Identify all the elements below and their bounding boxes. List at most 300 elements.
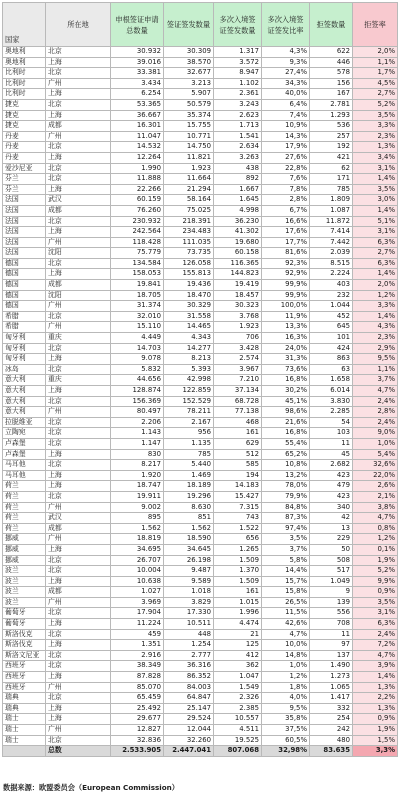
refusal-rate-cell: 3,7% [353, 375, 398, 386]
location-cell: 广州 [46, 407, 111, 418]
table-row [3, 703, 398, 714]
country-cell: 奥地利 [3, 47, 46, 58]
location-cell: 北京 [46, 216, 111, 227]
mev-share-cell: 55,4% [262, 438, 310, 449]
mev-share-cell: 34,3% [262, 78, 310, 89]
refused-cell: 167 [310, 89, 353, 100]
location-cell: 广州 [46, 725, 111, 736]
issued-cell: 11.664 [164, 174, 214, 185]
refusal-rate-cell: 4,3% [353, 322, 398, 333]
applications-cell: 6.254 [111, 89, 164, 100]
refused-cell: 421 [310, 152, 353, 163]
issued-cell: 19.436 [164, 280, 214, 291]
refused-cell: 446 [310, 57, 353, 68]
country-cell: 立陶宛 [3, 428, 46, 439]
applications-cell: 9.002 [111, 502, 164, 513]
refusal-rate-cell: 3,5% [353, 110, 398, 121]
issued-cell: 9.589 [164, 576, 214, 587]
applications-cell: 80.497 [111, 407, 164, 418]
applications-cell: 128.874 [111, 386, 164, 397]
issued-cell: 11.821 [164, 152, 214, 163]
mev-issued-cell: 1.509 [214, 576, 262, 587]
table-row [3, 438, 398, 449]
refusal-rate-cell: 1,7% [353, 68, 398, 79]
mev-issued-cell: 743 [214, 513, 262, 524]
refused-cell: 229 [310, 534, 353, 545]
issued-cell: 4.343 [164, 333, 214, 344]
country-cell: 冰岛 [3, 364, 46, 375]
applications-cell: 3.969 [111, 597, 164, 608]
location-cell: 武汉 [46, 513, 111, 524]
applications-cell: 44.656 [111, 375, 164, 386]
mev-share-cell: 17,7% [262, 237, 310, 248]
mev-issued-cell: 3.263 [214, 152, 262, 163]
mev-share-cell: 98,6% [262, 407, 310, 418]
location-cell: 北京 [46, 491, 111, 502]
mev-share-cell: 1,8% [262, 682, 310, 693]
location-cell: 上海 [46, 227, 111, 238]
issued-cell: 2.167 [164, 417, 214, 428]
refusal-rate-cell: 1,5% [353, 735, 398, 746]
table-row [3, 375, 398, 386]
table-row [3, 661, 398, 672]
issued-cell: 18.590 [164, 534, 214, 545]
location-cell: 北京 [46, 47, 111, 58]
mev-share-cell: 16,8% [262, 428, 310, 439]
mev-issued-cell: 2.385 [214, 703, 262, 714]
table-row [3, 311, 398, 322]
refusal-rate-cell: 1,2% [353, 534, 398, 545]
location-cell: 北京 [46, 364, 111, 375]
mev-issued-cell: 194 [214, 470, 262, 481]
refusal-rate-cell: 3,1% [353, 608, 398, 619]
table-row [3, 523, 398, 534]
issued-cell: 2.777 [164, 650, 214, 661]
mev-share-cell: 11,5% [262, 608, 310, 619]
issued-cell: 86.352 [164, 672, 214, 683]
issued-cell: 155.813 [164, 269, 214, 280]
country-cell: 德国 [3, 280, 46, 291]
mev-issued-cell: 362 [214, 661, 262, 672]
refusal-rate-cell: 1,4% [353, 174, 398, 185]
refusal-rate-cell: 1,9% [353, 725, 398, 736]
refused-cell: 1.065 [310, 682, 353, 693]
mev-issued-cell: 1.645 [214, 195, 262, 206]
country-cell: 瑞士 [3, 725, 46, 736]
refusal-rate-cell: 3,5% [353, 597, 398, 608]
mev-issued-cell: 3.243 [214, 99, 262, 110]
refused-cell: 156 [310, 78, 353, 89]
table-row [3, 629, 398, 640]
refusal-rate-cell: 4,7% [353, 386, 398, 397]
refused-cell: 1.049 [310, 576, 353, 587]
refused-cell: 63 [310, 364, 353, 375]
location-cell: 北京 [46, 555, 111, 566]
mev-share-cell: 1,0% [262, 661, 310, 672]
refusal-rate-cell: 2,3% [353, 131, 398, 142]
issued-cell: 14.277 [164, 343, 214, 354]
refused-cell: 424 [310, 343, 353, 354]
mev-share-cell: 16,8% [262, 375, 310, 386]
country-cell: 拉脱维亚 [3, 417, 46, 428]
table-row [3, 280, 398, 291]
mev-share-cell: 24,0% [262, 343, 310, 354]
location-cell: 广州 [46, 301, 111, 312]
mev-share-cell: 2,8% [262, 195, 310, 206]
country-cell: 丹麦 [3, 142, 46, 153]
applications-cell: 87.828 [111, 672, 164, 683]
applications-cell: 2.916 [111, 650, 164, 661]
mev-share-cell: 4,0% [262, 693, 310, 704]
mev-issued-cell: 125 [214, 640, 262, 651]
refusal-rate-cell: 2,6% [353, 481, 398, 492]
mev-share-cell: 15,7% [262, 576, 310, 587]
issued-cell: 14.465 [164, 322, 214, 333]
location-cell: 重庆 [46, 333, 111, 344]
location-cell: 上海 [46, 269, 111, 280]
location-cell: 广州 [46, 502, 111, 513]
refused-cell: 452 [310, 311, 353, 322]
refused-cell: 1.417 [310, 693, 353, 704]
mev-share-cell: 99,9% [262, 290, 310, 301]
table-row [3, 364, 398, 375]
table-row [3, 152, 398, 163]
issued-cell: 17.330 [164, 608, 214, 619]
refused-cell: 785 [310, 184, 353, 195]
applications-cell: 1.143 [111, 428, 164, 439]
location-cell: 广州 [46, 237, 111, 248]
issued-cell: 126.058 [164, 258, 214, 269]
mev-issued-cell: 14.183 [214, 481, 262, 492]
table-row [3, 608, 398, 619]
mev-issued-cell: 1.509 [214, 555, 262, 566]
issued-cell: 956 [164, 428, 214, 439]
mev-issued-cell: 7.210 [214, 375, 262, 386]
issued-cell: 15.755 [164, 121, 214, 132]
applications-cell: 25.492 [111, 703, 164, 714]
refused-cell: 1.658 [310, 375, 353, 386]
country-cell: 希腊 [3, 311, 46, 322]
location-cell: 北京 [46, 735, 111, 746]
mev-issued-cell: 19.525 [214, 735, 262, 746]
mev-share-cell: 5,8% [262, 555, 310, 566]
country-cell: 瑞士 [3, 735, 46, 746]
country-cell: 荷兰 [3, 491, 46, 502]
refused-cell: 137 [310, 650, 353, 661]
refusal-rate-cell: 7,2% [353, 640, 398, 651]
applications-cell: 14.703 [111, 343, 164, 354]
refused-cell: 62 [310, 163, 353, 174]
location-cell: 广州 [46, 322, 111, 333]
mev-issued-cell: 1.541 [214, 131, 262, 142]
location-cell: 北京 [46, 99, 111, 110]
header-row [3, 3, 398, 47]
header-location: 所在地 [46, 3, 111, 47]
refused-cell: 101 [310, 333, 353, 344]
location-cell: 北京 [46, 608, 111, 619]
mev-share-cell: 100,0% [262, 301, 310, 312]
table-row [3, 216, 398, 227]
mev-share-cell: 7,6% [262, 174, 310, 185]
table-row [3, 121, 398, 132]
table-row [3, 513, 398, 524]
applications-cell: 895 [111, 513, 164, 524]
refused-cell: 423 [310, 470, 353, 481]
location-cell: 北京 [46, 629, 111, 640]
refusal-rate-cell: 3,1% [353, 227, 398, 238]
location-cell: 北京 [46, 566, 111, 577]
refused-cell: 479 [310, 481, 353, 492]
issued-cell: 10.771 [164, 131, 214, 142]
table-row [3, 333, 398, 344]
applications-cell: 19.841 [111, 280, 164, 291]
refused-cell: 2.781 [310, 99, 353, 110]
table-row [3, 544, 398, 555]
mev-issued-cell: 68.728 [214, 396, 262, 407]
header-mev-issued: 多次入境签证签发数量 [214, 3, 262, 47]
country-cell: 瑞典 [3, 693, 46, 704]
issued-cell: 8.213 [164, 354, 214, 365]
issued-cell: 1.135 [164, 438, 214, 449]
table-row [3, 481, 398, 492]
mev-share-cell: 17,9% [262, 142, 310, 153]
location-cell: 成都 [46, 121, 111, 132]
table-row [3, 672, 398, 683]
location-cell: 北京 [46, 438, 111, 449]
issued-cell: 73.735 [164, 248, 214, 259]
mev-issued-cell: 19.419 [214, 280, 262, 291]
applications-cell: 75.779 [111, 248, 164, 259]
applications-cell: 11.224 [111, 619, 164, 630]
location-cell: 上海 [46, 110, 111, 121]
location-cell: 北京 [46, 460, 111, 471]
mev-share-cell: 14,8% [262, 650, 310, 661]
mev-share-cell: 13,3% [262, 322, 310, 333]
refusal-rate-cell: 1,4% [353, 269, 398, 280]
country-cell: 挪威 [3, 534, 46, 545]
country-cell: 爱沙尼亚 [3, 163, 46, 174]
refusal-rate-cell: 2,7% [353, 89, 398, 100]
mev-share-cell: 14,3% [262, 131, 310, 142]
refusal-rate-cell: 1,3% [353, 142, 398, 153]
country-cell: 瑞典 [3, 703, 46, 714]
location-cell: 上海 [46, 449, 111, 460]
country-cell: 希腊 [3, 322, 46, 333]
location-cell: 成都 [46, 280, 111, 291]
table-row [3, 460, 398, 471]
mev-share-cell: 15,8% [262, 587, 310, 598]
refusal-rate-cell: 0,9% [353, 587, 398, 598]
issued-cell: 50.579 [164, 99, 214, 110]
country-cell: 法国 [3, 205, 46, 216]
issued-cell: 234.483 [164, 227, 214, 238]
table-row [3, 290, 398, 301]
issued-cell: 36.316 [164, 661, 214, 672]
location-cell: 上海 [46, 714, 111, 725]
applications-cell: 39.016 [111, 57, 164, 68]
applications-cell: 11.047 [111, 131, 164, 142]
table-row [3, 184, 398, 195]
refusal-rate-cell: 9,9% [353, 576, 398, 587]
refused-cell: 1.490 [310, 661, 353, 672]
refused-cell: 863 [310, 354, 353, 365]
refused-cell: 332 [310, 703, 353, 714]
refusal-rate-cell: 32,6% [353, 460, 398, 471]
applications-cell: 85.070 [111, 682, 164, 693]
mev-issued-cell: 1.522 [214, 523, 262, 534]
refused-cell: 517 [310, 566, 353, 577]
table-row [3, 682, 398, 693]
location-cell: 上海 [46, 470, 111, 481]
country-cell: 波兰 [3, 597, 46, 608]
applications-cell: 118.428 [111, 237, 164, 248]
issued-cell: 30.329 [164, 301, 214, 312]
mev-issued-cell: 1.265 [214, 544, 262, 555]
applications-cell: 242.564 [111, 227, 164, 238]
mev-share-cell: 37,5% [262, 725, 310, 736]
refusal-rate-cell: 1,4% [353, 672, 398, 683]
country-cell: 芬兰 [3, 184, 46, 195]
issued-cell: 1.469 [164, 470, 214, 481]
location-cell: 北京 [46, 428, 111, 439]
table-row [3, 407, 398, 418]
mev-issued-cell: 3.768 [214, 311, 262, 322]
issued-cell: 25.147 [164, 703, 214, 714]
location-cell: 北京 [46, 142, 111, 153]
refused-cell: 103 [310, 428, 353, 439]
table-row [3, 449, 398, 460]
country-cell: 卢森堡 [3, 438, 46, 449]
mev-share-cell: 6,4% [262, 99, 310, 110]
refusal-rate-cell: 5,4% [353, 449, 398, 460]
location-cell: 北京 [46, 311, 111, 322]
schengen-visa-table [2, 2, 398, 757]
applications-cell: 15.110 [111, 322, 164, 333]
mev-share-cell: 35,8% [262, 714, 310, 725]
country-cell: 西班牙 [3, 661, 46, 672]
issued-cell: 448 [164, 629, 214, 640]
mev-issued-cell: 1.015 [214, 597, 262, 608]
refusal-rate-cell: 4,5% [353, 78, 398, 89]
issued-cell: 1.254 [164, 640, 214, 651]
refused-cell: 11 [310, 629, 353, 640]
mev-share-cell: 10,8% [262, 460, 310, 471]
location-cell: 上海 [46, 354, 111, 365]
refusal-rate-cell: 3,4% [353, 152, 398, 163]
mev-issued-cell: 36.230 [214, 216, 262, 227]
location-cell: 上海 [46, 481, 111, 492]
issued-cell: 1.562 [164, 523, 214, 534]
country-cell: 马耳他 [3, 470, 46, 481]
table-row [3, 714, 398, 725]
country-cell: 法国 [3, 216, 46, 227]
applications-cell: 11.888 [111, 174, 164, 185]
refusal-rate-cell: 2,8% [353, 407, 398, 418]
issued-cell: 58.164 [164, 195, 214, 206]
refused-cell: 508 [310, 555, 353, 566]
issued-cell: 152.529 [164, 396, 214, 407]
country-cell: 卢森堡 [3, 449, 46, 460]
issued-cell: 111.035 [164, 237, 214, 248]
mev-issued-cell: 1.713 [214, 121, 262, 132]
refusal-rate-cell: 2,1% [353, 491, 398, 502]
total-refused: 83.635 [310, 746, 353, 757]
refusal-rate-cell: 1,9% [353, 555, 398, 566]
issued-cell: 10.511 [164, 619, 214, 630]
table-row [3, 163, 398, 174]
total-label: 总数 [46, 746, 111, 757]
country-cell: 波兰 [3, 576, 46, 587]
refused-cell: 50 [310, 544, 353, 555]
mev-share-cell: 1,2% [262, 672, 310, 683]
refusal-rate-cell: 3,9% [353, 661, 398, 672]
location-cell: 广州 [46, 131, 111, 142]
issued-cell: 75.025 [164, 205, 214, 216]
refusal-rate-cell: 2,3% [353, 333, 398, 344]
refused-cell: 1.809 [310, 195, 353, 206]
refusal-rate-cell: 6,3% [353, 237, 398, 248]
mev-issued-cell: 161 [214, 587, 262, 598]
applications-cell: 5.832 [111, 364, 164, 375]
mev-issued-cell: 656 [214, 534, 262, 545]
table-row [3, 174, 398, 185]
location-cell: 北京 [46, 343, 111, 354]
country-cell: 法国 [3, 237, 46, 248]
location-cell: 上海 [46, 184, 111, 195]
mev-issued-cell: 7.315 [214, 502, 262, 513]
refused-cell: 556 [310, 608, 353, 619]
table-row [3, 354, 398, 365]
mev-issued-cell: 1.549 [214, 682, 262, 693]
mev-share-cell: 99,9% [262, 280, 310, 291]
mev-issued-cell: 144.823 [214, 269, 262, 280]
country-cell: 比利时 [3, 68, 46, 79]
applications-cell: 12.264 [111, 152, 164, 163]
refusal-rate-cell: 22,0% [353, 470, 398, 481]
mev-issued-cell: 585 [214, 460, 262, 471]
refused-cell: 2.682 [310, 460, 353, 471]
country-cell: 葡萄牙 [3, 619, 46, 630]
mev-issued-cell: 2.634 [214, 142, 262, 153]
refused-cell: 8.515 [310, 258, 353, 269]
table-body [3, 47, 398, 757]
refused-cell: 11 [310, 438, 353, 449]
issued-cell: 3.829 [164, 597, 214, 608]
header-applications: 申根签证申请总数量 [111, 3, 164, 47]
mev-issued-cell: 1.317 [214, 47, 262, 58]
table-row [3, 237, 398, 248]
mev-share-cell: 11,9% [262, 311, 310, 322]
mev-share-cell: 17,6% [262, 227, 310, 238]
refused-cell: 42 [310, 513, 353, 524]
location-cell: 成都 [46, 523, 111, 534]
refused-cell: 1.293 [310, 110, 353, 121]
refusal-rate-cell: 3,0% [353, 195, 398, 206]
mev-share-cell: 40,0% [262, 89, 310, 100]
table-row [3, 89, 398, 100]
location-cell: 沈阳 [46, 290, 111, 301]
applications-cell: 1.027 [111, 587, 164, 598]
refusal-rate-cell: 2,0% [353, 280, 398, 291]
refusal-rate-cell: 6,3% [353, 258, 398, 269]
applications-cell: 34.695 [111, 544, 164, 555]
mev-share-cell: 10,0% [262, 640, 310, 651]
mev-share-cell: 84,8% [262, 502, 310, 513]
table-row [3, 640, 398, 651]
refused-cell: 7.414 [310, 227, 353, 238]
applications-cell: 33.381 [111, 68, 164, 79]
applications-cell: 53.365 [111, 99, 164, 110]
